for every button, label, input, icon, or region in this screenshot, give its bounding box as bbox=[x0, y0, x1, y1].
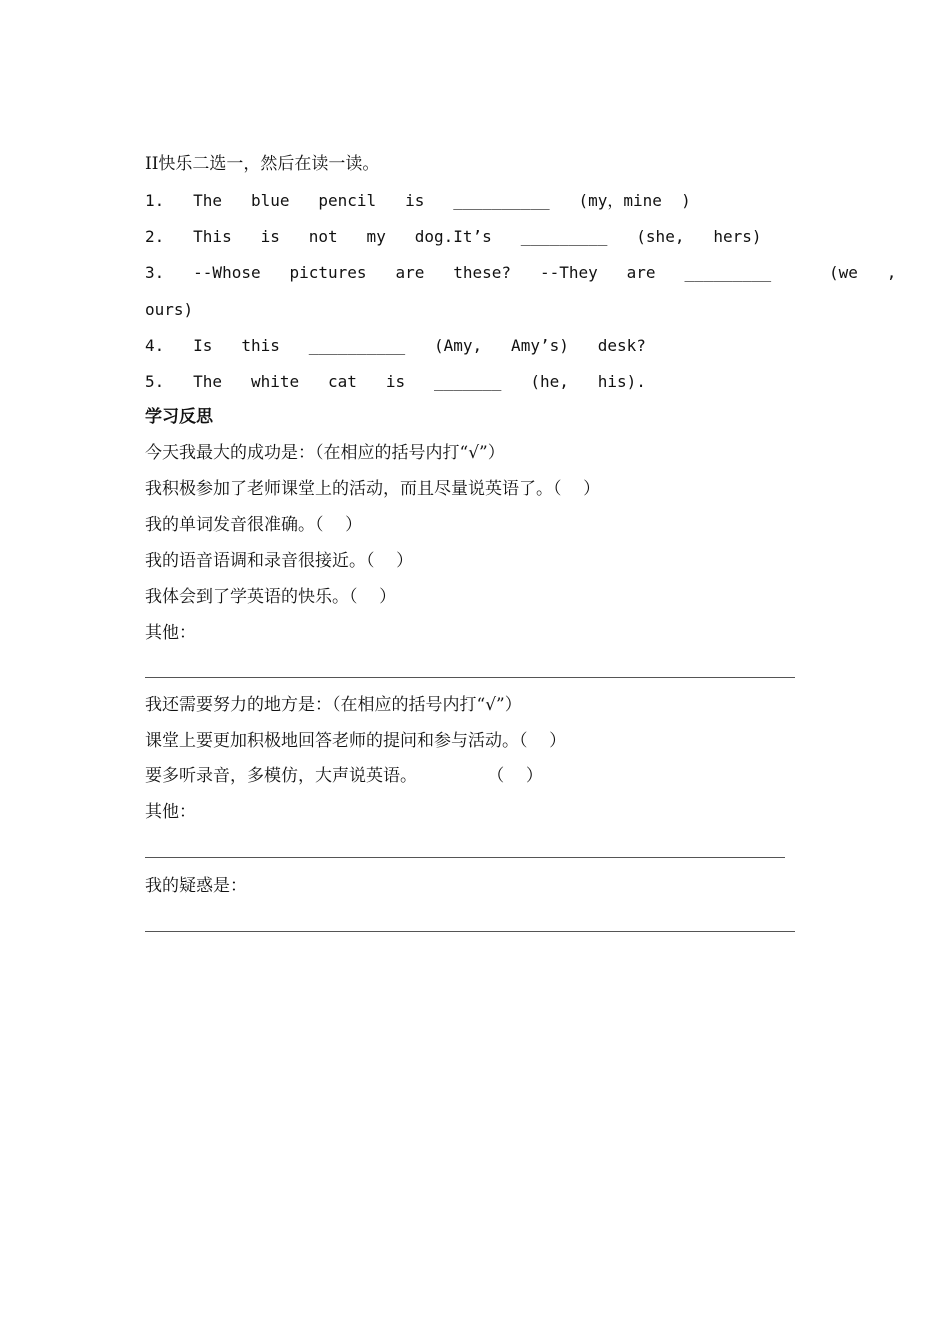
answer-blank[interactable]: _________ bbox=[684, 263, 772, 282]
doubt-line[interactable] bbox=[145, 931, 795, 932]
item-options: (she, hers) bbox=[607, 227, 762, 246]
exercise-title: II快乐二选一，然后在读一读。 bbox=[145, 154, 380, 174]
item-options: (Amy, Amy’s) desk? bbox=[405, 336, 646, 355]
exercise-item-4 bbox=[145, 336, 646, 356]
item-options: (my，mine ) bbox=[549, 191, 691, 210]
success-item-2[interactable]: 我的单词发音很准确。（ ） bbox=[145, 515, 363, 535]
answer-blank[interactable]: _________ bbox=[520, 227, 608, 246]
success-item-1[interactable]: 我积极参加了老师课堂上的活动，而且尽量说英语了。（ ） bbox=[145, 479, 601, 499]
item-text: 1. The blue pencil is bbox=[145, 191, 454, 210]
exercise-item-2 bbox=[145, 227, 762, 247]
answer-blank[interactable]: __________ bbox=[308, 336, 406, 355]
item-options: (we , bbox=[771, 263, 897, 282]
exercise-item-3 bbox=[145, 263, 896, 283]
improve-other-label: 其他： bbox=[145, 802, 196, 822]
exercise-item-1 bbox=[145, 191, 691, 211]
exercise-item-5 bbox=[145, 372, 646, 392]
item-text: ours) bbox=[145, 300, 194, 319]
reflection-heading: 学习反思 bbox=[145, 407, 213, 427]
improve-title: 我还需要努力的地方是：（在相应的括号内打“√”） bbox=[145, 695, 522, 715]
doubt-title: 我的疑惑是： bbox=[145, 876, 247, 896]
success-other-label: 其他： bbox=[145, 623, 196, 643]
success-title: 今天我最大的成功是：（在相应的括号内打“√”） bbox=[145, 443, 505, 463]
exercise-item-3-cont bbox=[145, 300, 193, 320]
improve-other-line[interactable] bbox=[145, 857, 785, 858]
improve-item-1[interactable]: 课堂上要更加积极地回答老师的提问和参与活动。（ ） bbox=[145, 731, 567, 751]
answer-blank[interactable]: _______ bbox=[433, 372, 502, 391]
item-text: 4. Is this bbox=[145, 336, 309, 355]
answer-blank[interactable]: __________ bbox=[453, 191, 550, 210]
item-text: 2. This is not my dog.It’s bbox=[145, 227, 521, 246]
success-item-3[interactable]: 我的语音语调和录音很接近。（ ） bbox=[145, 551, 414, 571]
item-text: 3. --Whose pictures are these? --They are bbox=[145, 263, 685, 282]
item-text: 5. The white cat is bbox=[145, 372, 434, 391]
improve-item-2[interactable]: 要多听录音，多模仿，大声说英语。 （ ） bbox=[145, 766, 543, 786]
item-options: (he, his). bbox=[501, 372, 646, 391]
success-other-line[interactable] bbox=[145, 677, 795, 678]
success-item-4[interactable]: 我体会到了学英语的快乐。（ ） bbox=[145, 587, 397, 607]
